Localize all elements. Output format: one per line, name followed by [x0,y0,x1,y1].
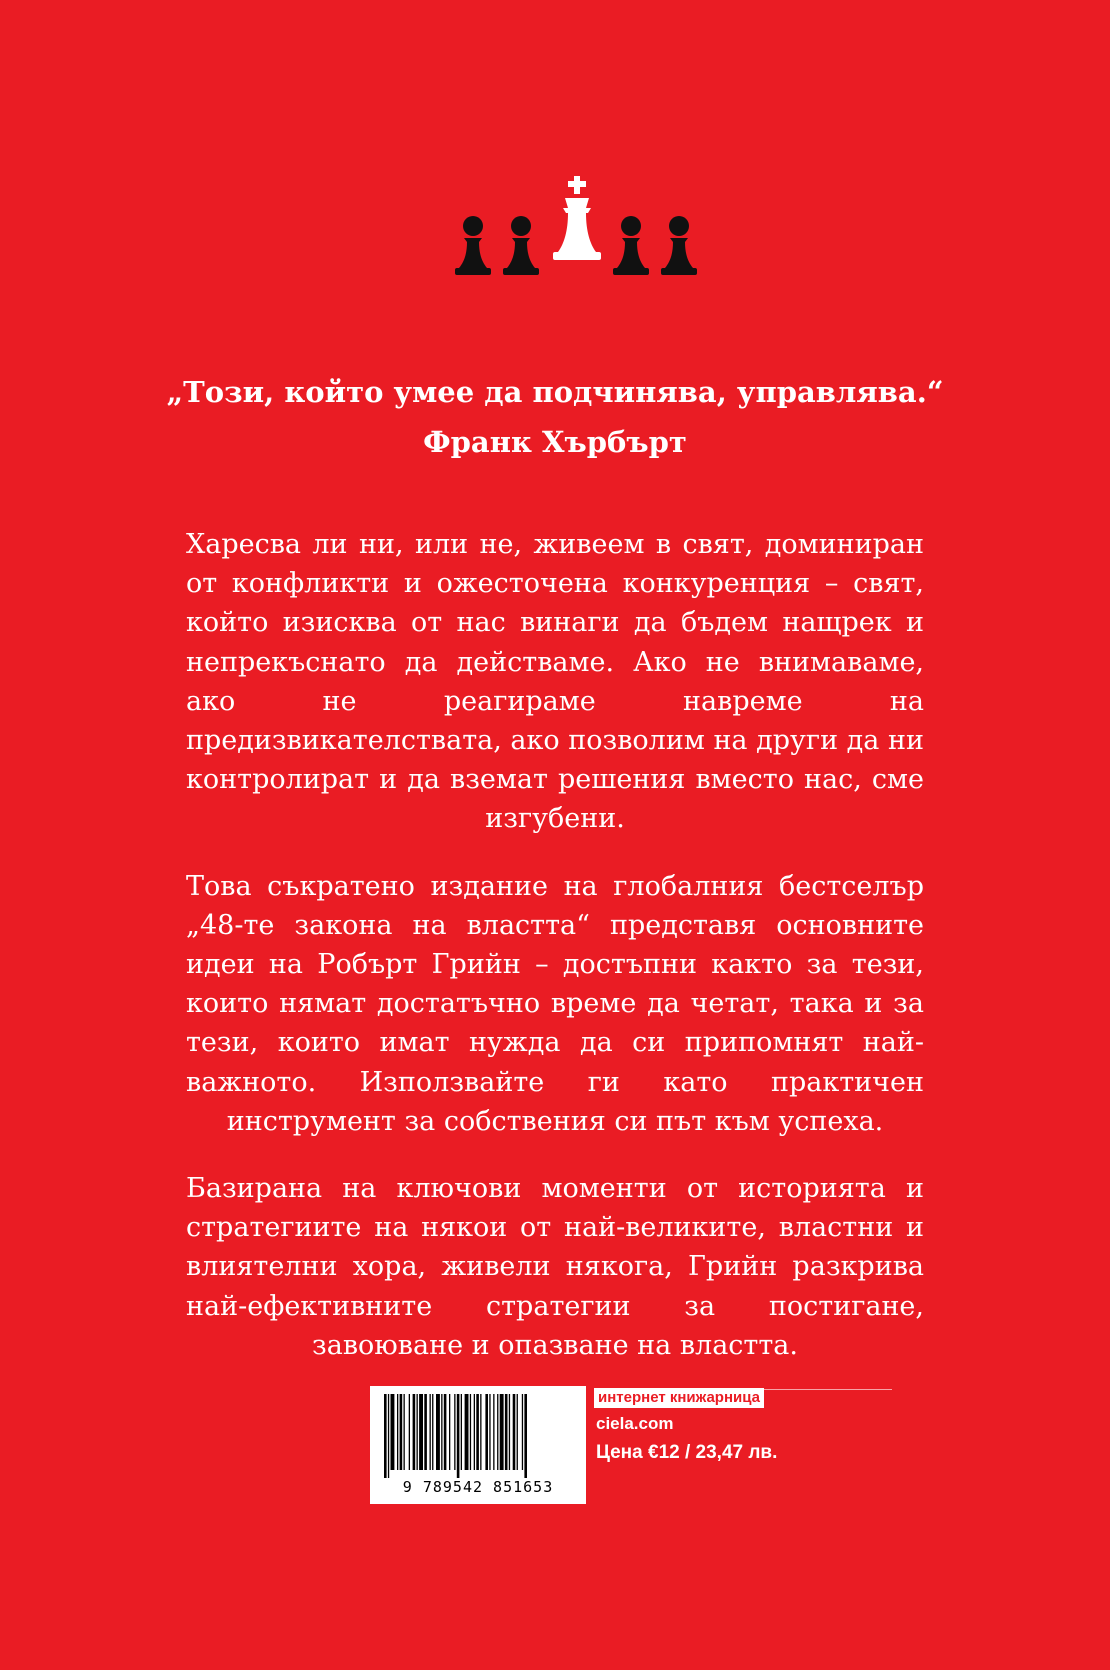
epigraph-quote: „Този, който умее да подчинява, управлява.“ [166,375,944,409]
white-king-icon [553,176,601,260]
blurb-paragraph-1: Харесва ли ни, или не, живеем в свят, доминиран от конфликти и ожесточена конкуренция – свят, който изисква от нас винаги да бъдем нащрек и непрекъснато да действаме. Ако не внимаваме, ако не реагираме навреме на предизвикателствата, ако позволим на други да ни контролират и да вземат решения вместо нас, сме изгубени. [186,529,924,835]
black-pawn-icon [661,216,697,275]
isbn-barcode [370,1386,586,1504]
barcode-number: 9 789542 851653 [402,1478,554,1496]
blurb-paragraph-2: Това съкратено издание на глобалния бестселър „48-те закона на властта“ представя основните идеи на Робърт Грийн – достъпни както за тези, които нямат достатъчно време да четат, така и за тези, които имат нужда да си припомнят най-важното. Използвайте ги като практичен инструмент за собствения си път към успеха. [186,870,924,1137]
chess-pieces-illustration [452,176,702,278]
epigraph-author: Франк Хърбърт [423,425,687,459]
price-label: Цена €12 / 23,47 лв. [596,1442,778,1463]
blurb-text [186,525,924,1393]
shop-website: ciela.com [596,1414,674,1433]
blurb-paragraph-3: Базирана на ключови моменти от историята и стратегиите на някои от най-великите, властни и влиятелни хора, живели някога, Грийн разкрива най-ефективните стратегии за постигане, завоюване и опазване на властта. [186,1173,924,1361]
black-pawn-icon [503,216,539,275]
barcode-bars [378,1394,578,1478]
shop-label: интернет книжарница [594,1388,764,1408]
black-pawn-icon [613,216,649,275]
black-pawn-icon [455,216,491,275]
